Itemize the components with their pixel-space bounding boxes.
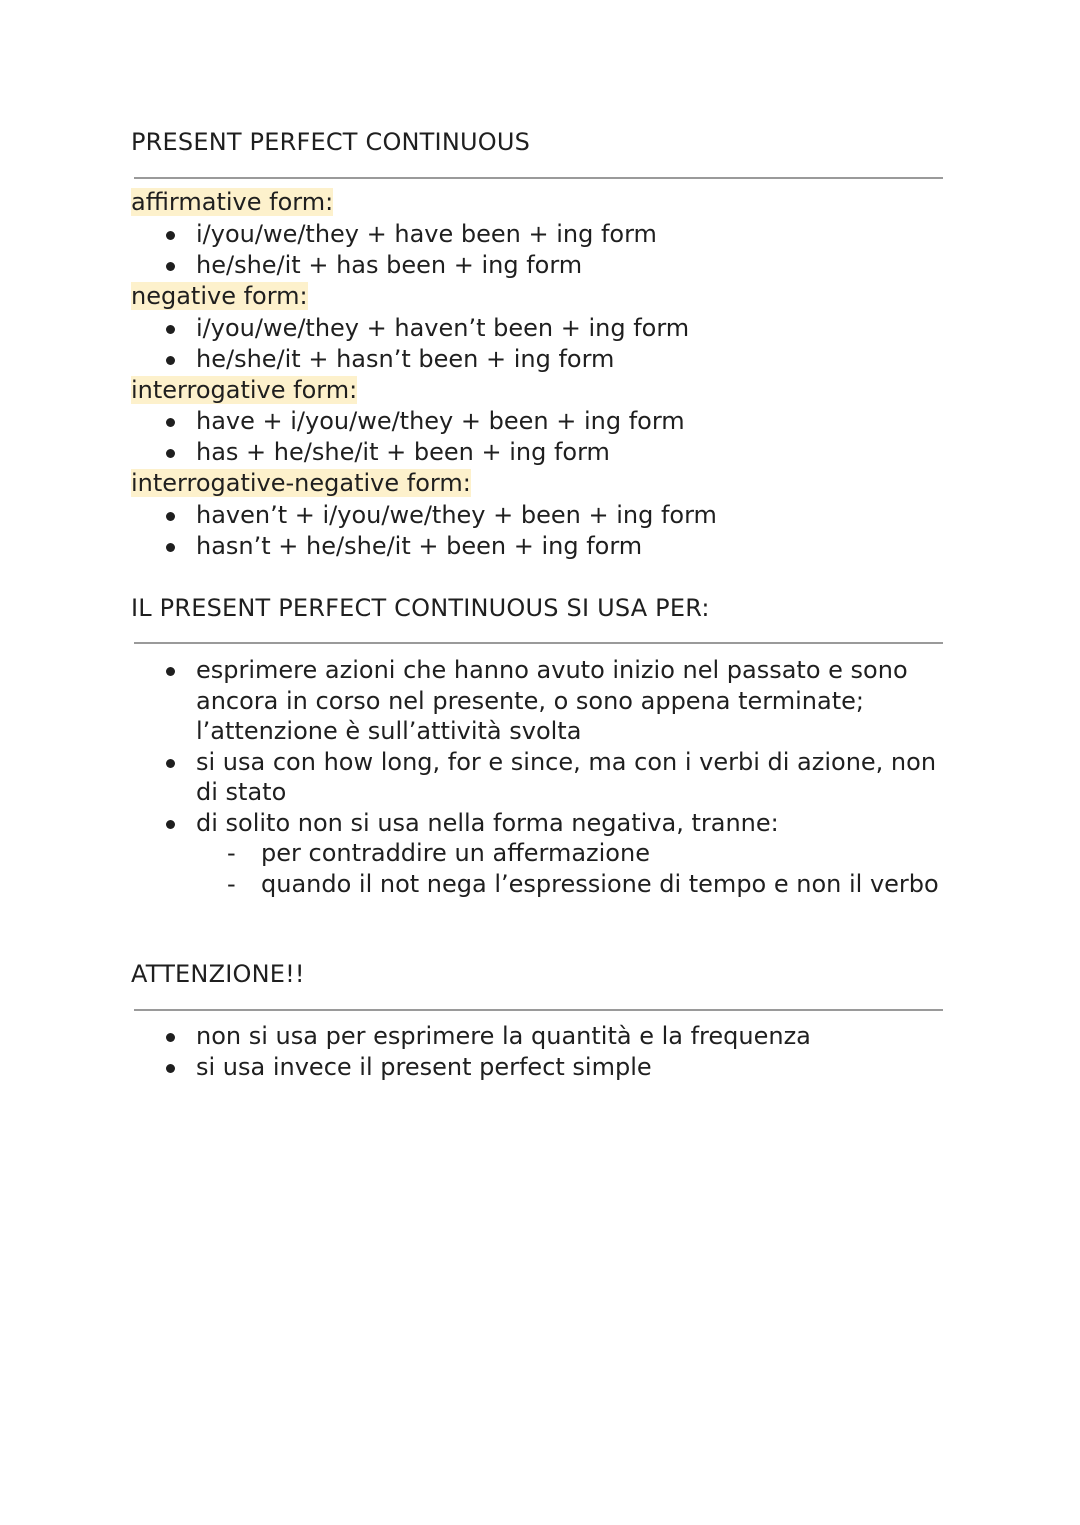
interrogative-form-label (131, 375, 357, 406)
section-title-attenzione: ATTENZIONE!! (131, 960, 305, 988)
list-item (131, 747, 943, 808)
highlight: negative form: (131, 282, 308, 310)
interrogative-negative-form-label (131, 468, 471, 499)
bullet-icon (166, 262, 175, 271)
bullet-icon (166, 418, 175, 427)
affirmative-form-list (131, 219, 943, 281)
section-divider (134, 177, 943, 179)
sublist-item-text: per contraddire un affermazione (261, 839, 650, 867)
dash-icon: - (227, 839, 236, 867)
usage-list (131, 655, 943, 899)
list-item-text: have + i/you/we/they + been + ing form (196, 407, 685, 435)
negative-form-label (131, 281, 308, 312)
list-item (131, 808, 943, 900)
attention-list (131, 1021, 943, 1083)
bullet-icon (166, 356, 175, 365)
negative-form-list (131, 313, 943, 375)
list-item (131, 655, 943, 747)
list-item-text: has + he/she/it + been + ing form (196, 438, 610, 466)
section-divider (134, 1009, 943, 1011)
highlight: affirmative form: (131, 188, 334, 216)
dash-icon: - (227, 869, 236, 898)
list-item-text: he/she/it + hasn’t been + ing form (196, 345, 615, 373)
list-item-text: esprimere azioni che hanno avuto inizio nel passato e sono ancora in corso nel presente, o sono appena terminate; l’attenzione è sull’attività svolta (196, 656, 908, 745)
bullet-icon (166, 1064, 175, 1073)
list-item (131, 500, 943, 531)
list-item (131, 531, 943, 562)
bullet-icon (166, 820, 175, 829)
list-item-text: non si usa per esprimere la quantità e la frequenza (196, 1022, 811, 1050)
bullet-icon (166, 512, 175, 521)
list-item-text: he/she/it + has been + ing form (196, 251, 583, 279)
bullet-icon (166, 759, 175, 768)
bullet-icon (166, 1033, 175, 1042)
bullet-icon (166, 231, 175, 240)
highlight: interrogative-negative form: (131, 469, 471, 497)
section-divider (134, 642, 943, 644)
list-item-text: si usa con how long, for e since, ma con i verbi di azione, non di stato (196, 747, 937, 806)
exceptions-sublist (196, 838, 943, 899)
section-title-present-perfect-continuous: PRESENT PERFECT CONTINUOUS (131, 128, 531, 156)
list-item (131, 1021, 943, 1052)
interrogative-form-list (131, 406, 943, 468)
list-item (131, 250, 943, 281)
bullet-icon (166, 543, 175, 552)
sublist-item (196, 838, 943, 869)
list-item (131, 1052, 943, 1083)
section-title-usage: IL PRESENT PERFECT CONTINUOUS SI USA PER: (131, 594, 710, 622)
list-item (131, 437, 943, 468)
list-item (131, 406, 943, 437)
bullet-icon (166, 325, 175, 334)
list-item-text: di solito non si usa nella forma negativa, tranne: (196, 808, 779, 837)
sublist-item-text: quando il not nega l’espressione di tempo e non il verbo (261, 869, 939, 898)
list-item (131, 344, 943, 375)
highlight: interrogative form: (131, 376, 358, 404)
list-item-text: hasn’t + he/she/it + been + ing form (196, 532, 643, 560)
bullet-icon (166, 449, 175, 458)
list-item (131, 313, 943, 344)
list-item-text: i/you/we/they + have been + ing form (196, 220, 657, 248)
interrogative-negative-form-list (131, 500, 943, 562)
affirmative-form-label (131, 187, 333, 218)
list-item (131, 219, 943, 250)
bullet-icon (166, 667, 175, 676)
list-item-text: haven’t + i/you/we/they + been + ing form (196, 501, 717, 529)
sublist-item (196, 869, 943, 900)
list-item-text: i/you/we/they + haven’t been + ing form (196, 314, 690, 342)
list-item-text: si usa invece il present perfect simple (196, 1053, 652, 1081)
